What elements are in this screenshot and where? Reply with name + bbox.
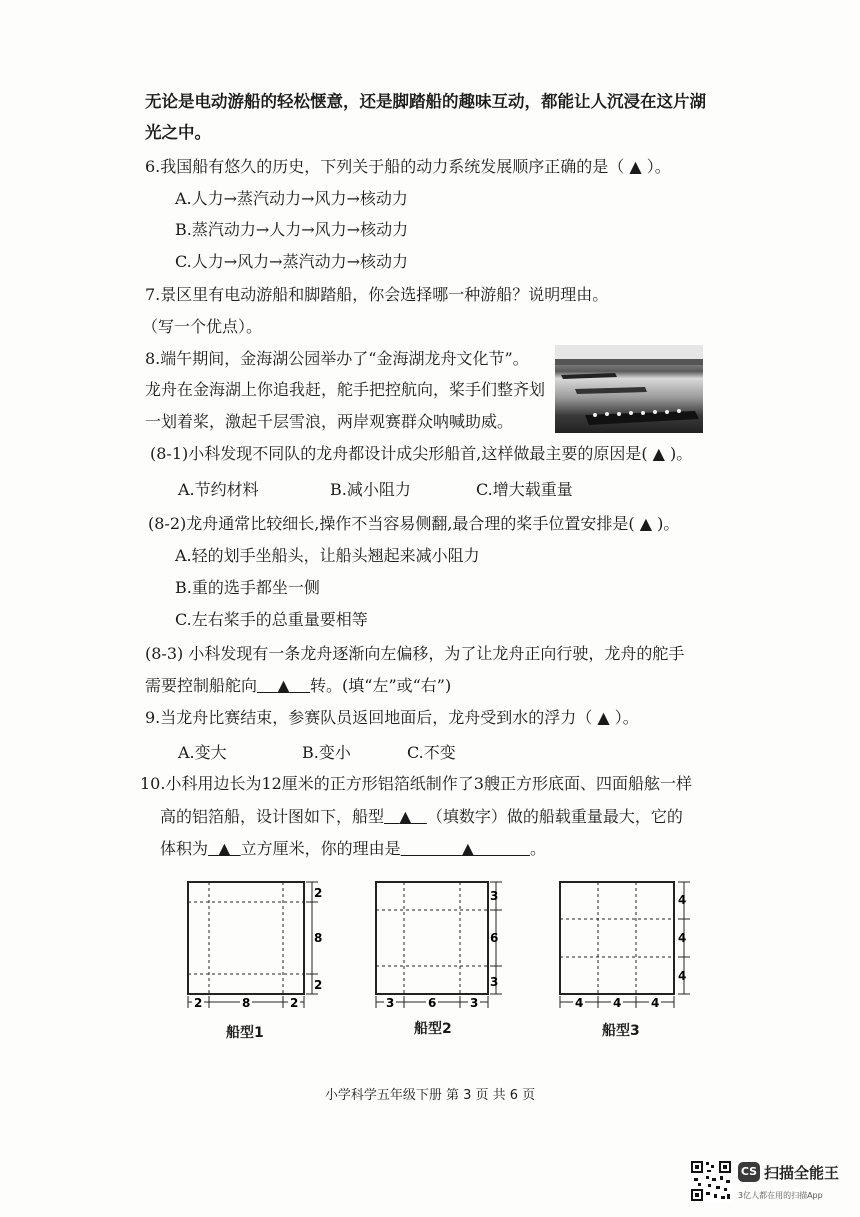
d1-mid-right: 8 — [314, 931, 323, 945]
q10-boat-type-blank[interactable]: ▲ — [399, 807, 412, 826]
q8-3-post: 转。(填“左”或“右”) — [310, 676, 452, 695]
intro-line-2: 光之中。 — [145, 123, 211, 142]
d2-side-left: 3 — [386, 996, 395, 1010]
q8-2-stem: (8-2)龙舟通常比较细长,操作不当容易侧翻,最合理的桨手位置安排是( ▲ )。 — [148, 514, 680, 533]
q10-volume-blank[interactable]: ▲ — [218, 839, 231, 858]
boat-type-1-caption: 船型1 — [226, 1025, 264, 1041]
q8-2-option-c: C.左右桨手的总重量要相等 — [175, 610, 368, 629]
q10-line-1: 10.小科用边长为12厘米的正方形铝箔纸制作了3艘正方形底面、四面船舷一样 — [140, 774, 692, 793]
d2-side-bottom: 3 — [490, 975, 499, 989]
d2-side-top: 3 — [490, 889, 499, 903]
dragon-boat-photo — [555, 345, 703, 433]
q7-stem: 7.景区里有电动游船和脚踏船，你会选择哪一种游船？说明理由。 — [145, 285, 609, 304]
d1-mid-bottom: 8 — [242, 996, 251, 1010]
boat-type-2-caption: 船型2 — [414, 1021, 452, 1037]
d1-side-bottom: 2 — [314, 978, 323, 992]
intro-line-1: 无论是电动游船的轻松惬意，还是脚踏船的趣味互动，都能让人沉浸在这片湖 — [145, 92, 706, 111]
q8-3-line-1: (8-3) 小科发现有一条龙舟逐渐向左偏移，为了让龙舟正向行驶，龙舟的舵手 — [145, 644, 685, 663]
q8-1-option-c: C.增大载重量 — [476, 480, 573, 499]
q8-line-1: 8.端午期间，金海湖公园举办了“金海湖龙舟文化节”。 — [145, 349, 529, 368]
q9-option-c: C.不变 — [407, 743, 456, 762]
camscanner-logo-icon: CS — [738, 1162, 760, 1182]
q8-3-line-2 — [145, 674, 451, 698]
d2-mid-bottom: 6 — [428, 996, 437, 1010]
d1-side-left: 2 — [194, 996, 203, 1010]
qr-code-icon — [690, 1160, 732, 1202]
q8-3-answer-blank[interactable]: ▲ — [277, 676, 290, 695]
q8-2-option-a: A.轻的划手坐船头，让船头翘起来减小阻力 — [175, 546, 480, 565]
q8-2-option-b: B.重的选手都坐一侧 — [175, 578, 320, 597]
q8-1-option-b: B.减小阻力 — [330, 480, 411, 499]
q6-stem: 6.我国船有悠久的历史，下列关于船的动力系统发展顺序正确的是（ ▲ ）。 — [145, 157, 671, 176]
q9-option-a: A.变大 — [178, 743, 227, 762]
boat-type-1-diagram — [180, 878, 330, 1010]
d3-side-top: 4 — [678, 893, 687, 907]
q8-3-pre: 需要控制船舵向 — [145, 676, 258, 695]
d1-side-top: 2 — [314, 886, 323, 900]
d3-mid-right: 4 — [678, 931, 687, 945]
q8-line-3: 一划着桨，激起千层雪浪，两岸观赛群众呐喊助威。 — [145, 412, 514, 431]
d3-mid-bottom: 4 — [613, 996, 622, 1010]
q6-option-a: A.人力→蒸汽动力→风力→核动力 — [175, 189, 408, 208]
d3-side-bottom: 4 — [678, 969, 687, 983]
q6-option-b: B.蒸汽动力→人力→风力→核动力 — [175, 220, 409, 239]
q9-option-b: B.变小 — [302, 743, 351, 762]
d3-side-left: 4 — [575, 996, 584, 1010]
d1-side-right: 2 — [290, 996, 299, 1010]
q9-stem: 9.当龙舟比赛结束，参赛队员返回地面后，龙舟受到水的浮力（ ▲ ）。 — [145, 708, 639, 727]
d2-mid-right: 6 — [490, 931, 499, 945]
d2-side-right: 3 — [470, 996, 479, 1010]
d3-side-right: 4 — [651, 996, 660, 1010]
q10-reason-blank[interactable]: ▲ — [461, 839, 475, 858]
q6-option-c: C.人力→风力→蒸汽动力→核动力 — [175, 252, 408, 271]
q8-1-stem: (8-1)小科发现不同队的龙舟都设计成尖形船首,这样做最主要的原因是( ▲ )。 — [150, 444, 693, 463]
q8-line-2: 龙舟在金海湖上你追我赶，舵手把控航向，桨手们整齐划 — [145, 380, 546, 399]
page-footer: 小学科学五年级下册 第 3 页 共 6 页 — [324, 1088, 536, 1103]
q7-note: （写一个优点）。 — [142, 317, 263, 336]
q8-1-option-a: A.节约材料 — [178, 480, 259, 499]
q10-line-2: 高的铝箔船，设计图如下，船型 ▲ （填数字）做的船载重量最大，它的 — [160, 807, 683, 826]
camscanner-name: 扫描全能王 — [764, 1164, 840, 1182]
boat-type-2-diagram — [368, 878, 518, 1010]
boat-type-3-caption: 船型3 — [602, 1023, 640, 1039]
camscanner-tagline: 3亿人都在用的扫描App — [738, 1191, 823, 1200]
boat-type-3-diagram — [552, 878, 702, 1010]
q10-line-3: 体积为 ▲ 立方厘米，你的理由是 ▲ 。 — [160, 839, 546, 858]
